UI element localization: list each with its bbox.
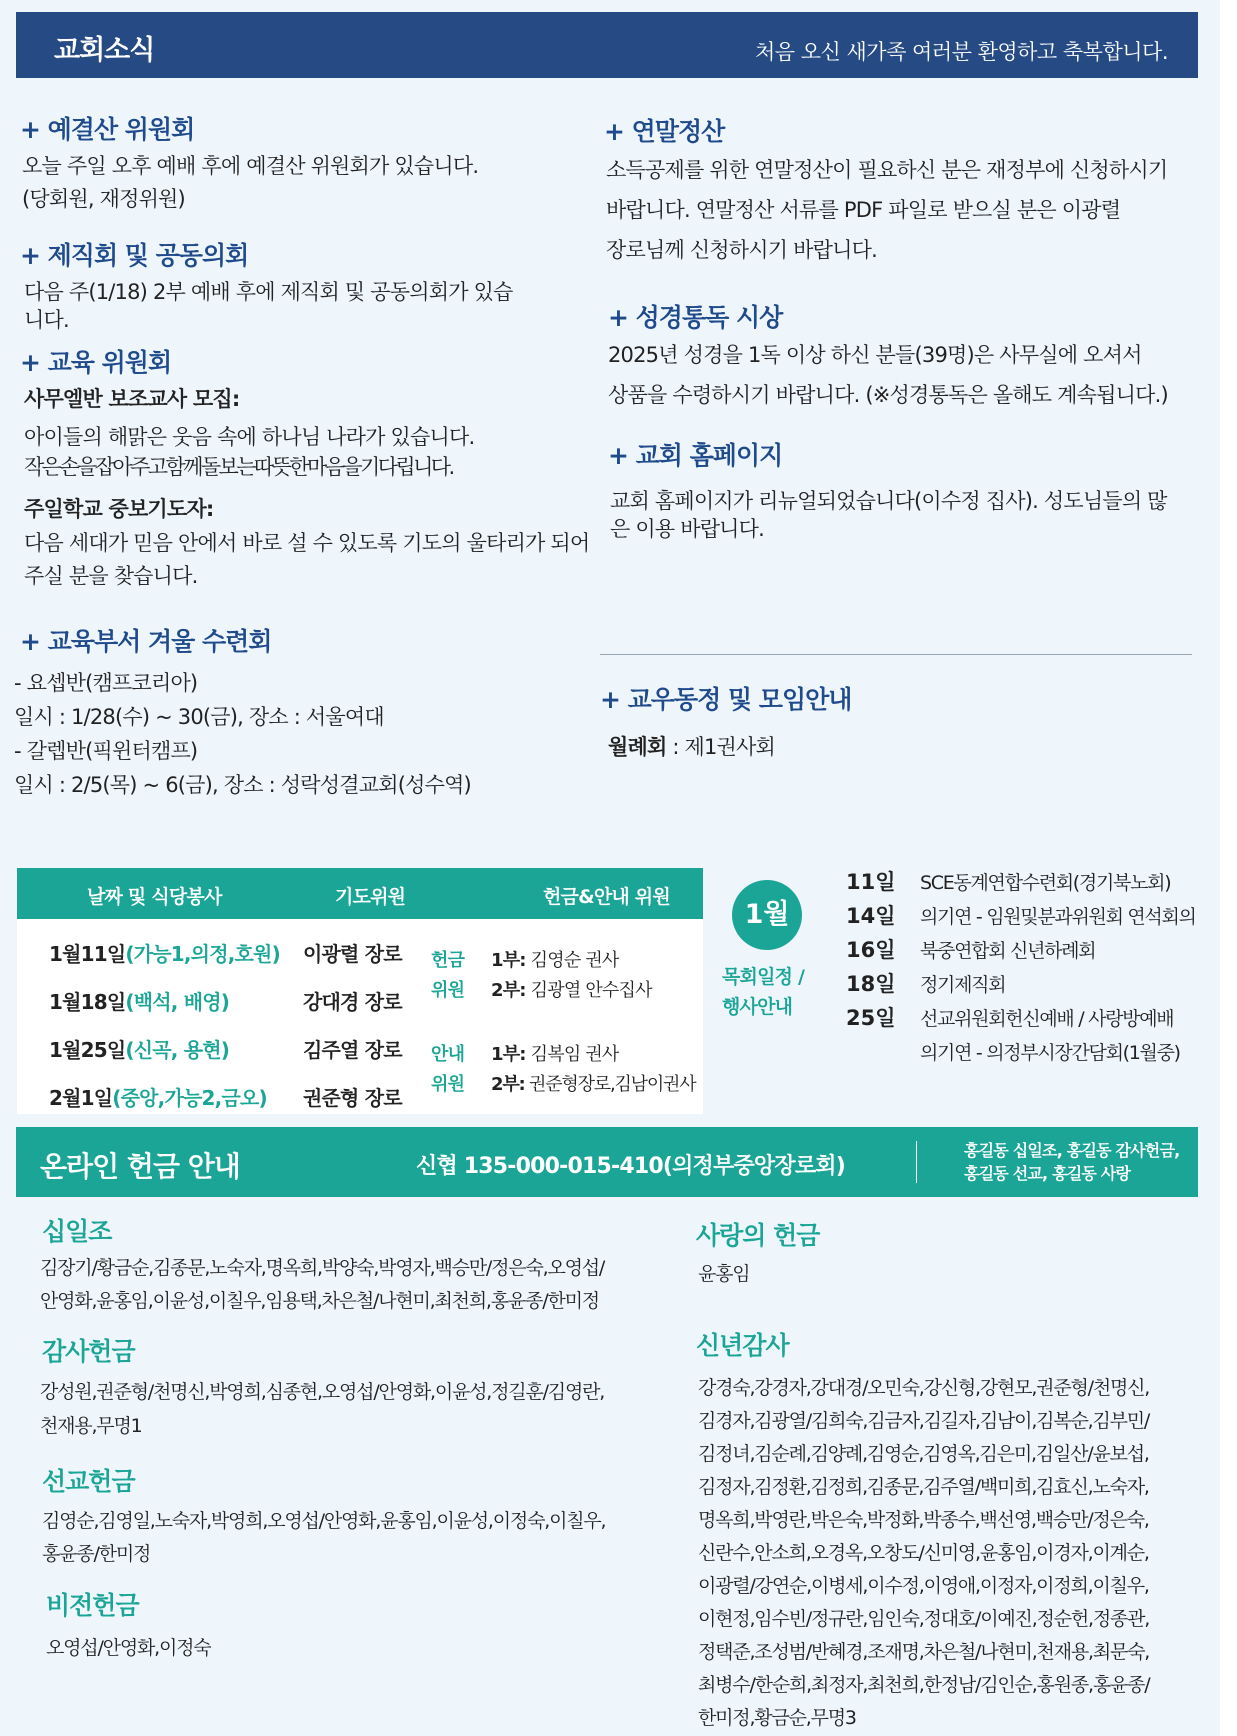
col-header-date: 날짜 및 식당봉사 (87, 886, 222, 908)
event-text: SCE동계연합수련회(경기북노회) (920, 872, 1171, 894)
education-heading: + 교육 위원회 (20, 348, 172, 377)
retreat-text: 일시 : 1/28(수) ~ 30(금), 장소 : 서울여대 (14, 705, 384, 729)
tax-text: 장로님께 신청하시기 바랍니다. (606, 238, 877, 262)
homepage-heading: + 교회 홈페이지 (608, 441, 783, 470)
event-text: 의기연 - 의정부시장간담회(1월중) (920, 1042, 1180, 1064)
offering-names: 이광렬/강연순,이병세,이수정,이영애,이정자,이정희,이칠우, (698, 1575, 1149, 1597)
offering-group-title: 사랑의 헌금 (696, 1221, 820, 1250)
homepage-text: 은 이용 바랍니다. (610, 517, 765, 541)
bank-account: 신협 135-000-015-410(의정부중앙장로회) (416, 1154, 845, 1179)
offering-names: 김정녀,김순례,김양례,김영순,김영옥,김은미,김일산/윤보섭, (698, 1443, 1149, 1465)
event-day: 25일 (846, 1006, 896, 1030)
calendar-label: 행사안내 (722, 996, 793, 1018)
part-label: 2부: (491, 980, 526, 1001)
offering-names: 이현정,임수빈/정규란,임인숙,정대호/이예진,정순헌,정종관, (698, 1608, 1150, 1630)
offering-names: 강경숙,강경자,강대경/오민숙,강신형,강현모,권준형/천명신, (698, 1377, 1150, 1399)
offering-names: 김영순,김영일,노숙자,박영희,오영섭/안영화,윤홍임,이윤성,이정숙,이칠우, (42, 1510, 606, 1532)
tax-heading: + 연말정산 (604, 117, 725, 146)
team-cell: (백석, 배영) (125, 990, 230, 1014)
col-header-prayer: 기도위원 (335, 886, 406, 908)
month-badge: 1월 (732, 880, 802, 950)
event-day: 18일 (846, 972, 896, 996)
date-cell: 1월11일 (49, 942, 126, 966)
person-name: 김영순 권사 (525, 950, 619, 971)
offering-names: 한미정,황금순,무명3 (698, 1707, 856, 1729)
education-text: 아이들의 해맑은 웃음 속에 하나님 나라가 있습니다. (24, 425, 475, 449)
service-schedule-table (17, 868, 703, 1114)
event-text: 의기연 - 임원및분과위원회 연석회의 (920, 906, 1196, 928)
offering-row (491, 976, 652, 1002)
person-name: 김광열 안수집사 (525, 980, 652, 1001)
online-offering-title: 온라인 헌금 안내 (40, 1150, 240, 1183)
prayer-cell: 권준형 장로 (303, 1086, 402, 1110)
event-day: 14일 (846, 904, 896, 928)
retreat-text: - 갈렙반(픽윈터캠프) (14, 739, 198, 763)
person-name: 권준형장로,김남이권사 (524, 1074, 696, 1095)
event-day: 11일 (846, 870, 896, 894)
offering-names: 정택준,조성범/반혜경,조재명,차은철/나현미,천재용,최문숙, (698, 1641, 1150, 1663)
online-offering-banner (16, 1127, 1198, 1197)
bible-text: 상품을 수령하시기 바랍니다. (※성경통독은 올해도 계속됩니다.) (608, 383, 1168, 407)
offering-names: 신란수,안소희,오경옥,오창도/신미영,윤홍임,이경자,이계순, (698, 1542, 1149, 1564)
date-cell: 1월18일 (49, 990, 126, 1014)
new-year-thanks-list (698, 1372, 1150, 1735)
offering-group-title: 비전헌금 (46, 1591, 139, 1620)
homepage-text: 교회 홈페이지가 리뉴얼되었습니다(이수정 집사). 성도님들의 많 (610, 489, 1167, 513)
prayer-cell: 이광렬 장로 (303, 942, 402, 966)
offering-row (491, 946, 619, 972)
transfer-note-line: 홍길동 십일조, 홍길동 감사헌금, (964, 1141, 1180, 1160)
tax-text: 소득공제를 위한 연말정산이 필요하신 분은 재정부에 신청하시기 (606, 158, 1168, 182)
retreat-text: - 요셉반(캠프코리아) (14, 671, 198, 695)
offering-group-title: 십일조 (42, 1217, 112, 1246)
offering-names: 강성원,권준형/천명신,박영희,심종현,오영섭/안영화,이윤성,정길훈/김영란, (40, 1381, 605, 1403)
usher-row (491, 1070, 695, 1096)
event-text: 북중연합회 신년하례회 (920, 940, 1096, 962)
offering-names: 김장기/황금순,김종문,노숙자,명옥희,박양숙,박영자,백승만/정은숙,오영섭/ (40, 1257, 605, 1279)
calendar-label: 목회일정 / (722, 966, 805, 988)
budget-text: 오늘 주일 오후 예배 후에 예결산 위원회가 있습니다. (22, 154, 479, 178)
date-cell: 2월1일 (49, 1086, 113, 1110)
members-label: 월례회 (608, 735, 667, 759)
table-row-date (49, 938, 280, 967)
education-sub-heading: 사무엘반 보조교사 모집: (24, 387, 240, 411)
budget-text: (당회원, 재정위원) (22, 187, 185, 211)
part-label: 1부: (491, 1044, 526, 1065)
person-name: 김복임 권사 (525, 1044, 619, 1065)
education-text: 작은손을잡아주고함께돌보는따뜻한마음을기다립니다. (24, 455, 453, 479)
bible-text: 2025년 성경을 1독 이상 하신 분들(39명)은 사무실에 오셔서 (608, 343, 1142, 367)
offering-names: 천재용,무명1 (40, 1415, 142, 1437)
prayer-cell: 김주열 장로 (303, 1038, 402, 1062)
transfer-note (964, 1139, 1179, 1185)
date-cell: 1월25일 (49, 1038, 126, 1062)
offering-names: 김정자,김정환,김정희,김종문,김주열/백미희,김효신,노숙자, (698, 1476, 1149, 1498)
transfer-note-line: 홍길동 선교, 홍길동 사랑 (964, 1164, 1131, 1183)
offering-names: 명옥희,박영란,박은숙,박정화,박종수,백선영,백승만/정은숙, (698, 1509, 1149, 1531)
education-text: 주실 분을 찾습니다. (24, 564, 198, 588)
bible-heading: + 성경통독 시상 (608, 303, 783, 332)
table-row-date (49, 986, 229, 1015)
council-text: 니다. (24, 308, 69, 332)
col-header-offering: 헌금&안내 위원 (543, 886, 670, 908)
usher-label: 위원 (431, 1074, 465, 1095)
event-day: 16일 (846, 938, 896, 962)
event-text: 선교위원회헌신예배 / 사랑방예배 (920, 1008, 1174, 1030)
section-divider (600, 654, 1192, 655)
council-heading: + 제직회 및 공동의회 (20, 241, 249, 270)
offering-names: 윤홍임 (698, 1263, 750, 1285)
part-label: 2부: (491, 1074, 525, 1095)
news-title: 교회소식 (54, 35, 155, 66)
council-text: 다음 주(1/18) 2부 예배 후에 제직회 및 공동의회가 있습 (24, 280, 513, 304)
table-header (17, 868, 703, 919)
offering-group-title: 선교헌금 (42, 1467, 135, 1496)
part-label: 1부: (491, 950, 526, 971)
members-text (608, 732, 775, 762)
members-heading: + 교우동정 및 모임안내 (600, 685, 852, 714)
retreat-text: 일시 : 2/5(목) ~ 6(금), 장소 : 성락성결교회(성수역) (14, 773, 471, 797)
usher-label: 안내 (431, 1044, 465, 1065)
news-header-bar (16, 12, 1198, 78)
team-cell: (신곡, 용현) (125, 1038, 230, 1062)
offering-names: 오영섭/안영화,이정숙 (46, 1637, 211, 1659)
team-cell: (중앙,가능2,금오) (112, 1086, 267, 1110)
table-row-date (49, 1034, 229, 1063)
offering-names: 최병수/한순희,최정자,최천희,한정남/김인순,홍원종,홍윤종/ (698, 1674, 1150, 1696)
tax-text: 바랍니다. 연말정산 서류를 PDF 파일로 받으실 분은 이광렬 (606, 198, 1121, 222)
members-value: : 제1권사회 (666, 735, 775, 759)
offering-label: 위원 (431, 980, 465, 1001)
offering-names: 홍윤종/한미정 (42, 1543, 151, 1565)
offering-label: 헌금 (431, 950, 465, 971)
budget-heading: + 예결산 위원회 (20, 115, 195, 144)
offering-group-title: 감사헌금 (42, 1337, 135, 1366)
offering-group-title: 신년감사 (696, 1331, 789, 1360)
offering-names: 안영화,윤홍임,이윤성,이칠우,임용택,차은철/나현미,최천희,홍윤종/한미정 (40, 1290, 599, 1312)
welcome-message: 처음 오신 새가족 여러분 환영하고 축복합니다. (755, 40, 1168, 64)
education-text: 다음 세대가 믿음 안에서 바로 설 수 있도록 기도의 울타리가 되어 (24, 531, 590, 555)
usher-row (491, 1040, 619, 1066)
banner-separator (916, 1141, 917, 1183)
education-sub-heading: 주일학교 중보기도자: (24, 497, 214, 521)
retreat-heading: + 교육부서 겨울 수련회 (20, 627, 272, 656)
offering-names: 김경자,김광열/김희숙,김금자,김길자,김남이,김복순,김부민/ (698, 1410, 1150, 1432)
table-row-date (49, 1082, 267, 1111)
team-cell: (가능1,의정,호원) (125, 942, 280, 966)
event-text: 정기제직회 (920, 974, 1006, 996)
prayer-cell: 강대경 장로 (303, 990, 402, 1014)
